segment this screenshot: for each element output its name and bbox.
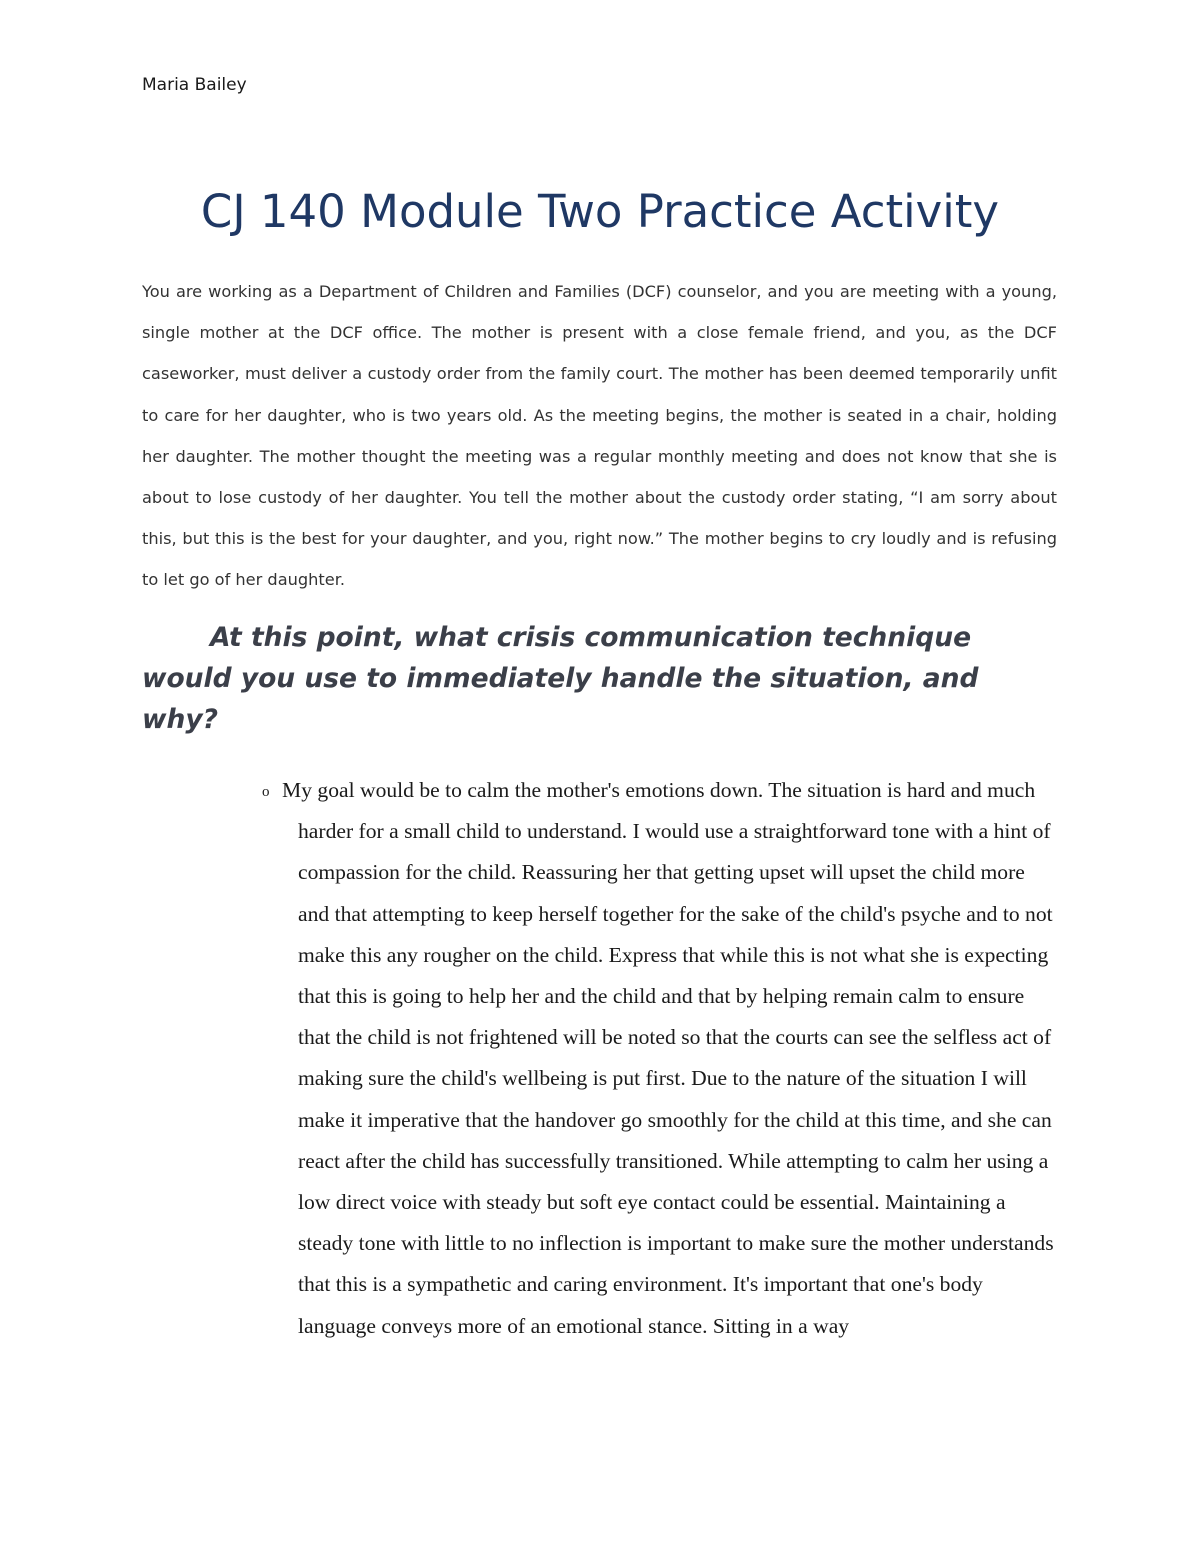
answer-list-item: o My goal would be to calm the mother's emotions down. The situation is hard and much harder for a small child to understand. I would use a straightforward tone with a hint of compassion for the child. Reassuring her that getting upset will upset the child more and that attempting to keep herself together for the sake of the child's psyche and to not make this any rougher on the child. Express that while this is not what she is expecting that this is going to help her and the child and that by helping remain calm to ensure that the child is not frightened will be noted so that the courts can see the selfless act of making sure the child's wellbeing is put first. Due to the nature of the situation I will make it imperative that the handover go smoothly for the child at this time, and she can react after the child has successfully transitioned. While attempting to calm her using a low direct voice with steady but soft eye contact could be essential. Maintaining a steady tone with little to no inflection is important to make sure the mother understands that this is a sympathetic and caring environment. It's important that one's body language conveys more of an emotional stance. Sitting in a way	[262, 778, 1054, 1338]
answer-list	[258, 770, 1060, 1347]
question-heading: At this point, what crisis communication technique would you use to immediately handle the situation, and why?	[142, 622, 979, 735]
author-name: Maria Bailey	[142, 75, 247, 95]
answer-text: My goal would be to calm the mother's emotions down. The situation is hard and much harder for a small child to understand. I would use a straightforward tone with a hint of compassion for the child. Reassuring her that getting upset will upset the child more and that attempting to keep herself together for the sake of the child's psyche and to not make this any rougher on the child. Express that while this is not what she is expecting that this is going to help her and the child and that by helping remain calm to ensure that the child is not frightened will be noted so that the courts can see the selfless act of making sure the child's wellbeing is put first. Due to the nature of the situation I will make it imperative that the handover go smoothly for the child at this time, and she can react after the child has successfully transitioned. While attempting to calm her using a low direct voice with steady but soft eye contact could be essential. Maintaining a steady tone with little to no inflection is important to make sure the mother understands that this is a sympathetic and caring environment. It's important that one's body language conveys more of an emotional stance. Sitting in a way	[282, 778, 1054, 1338]
scenario-paragraph: You are working as a Department of Children and Families (DCF) counselor, and you are meeting with a young, single mother at the DCF office. The mother is present with a close female friend, and you, as the DCF caseworker, must deliver a custody order from the family court. The mother has been deemed temporarily unfit to care for her daughter, who is two years old. As the meeting begins, the mother is seated in a chair, holding her daughter. The mother thought the meeting was a regular monthly meeting and does not know that she is about to lose custody of her daughter. You tell the mother about the custody order stating, “I am sorry about this, but this is the best for your daughter, and you, right now.” The mother begins to cry loudly and is refusing to let go of her daughter.	[142, 282, 1057, 590]
page-title: CJ 140 Module Two Practice Activity	[200, 185, 1000, 238]
